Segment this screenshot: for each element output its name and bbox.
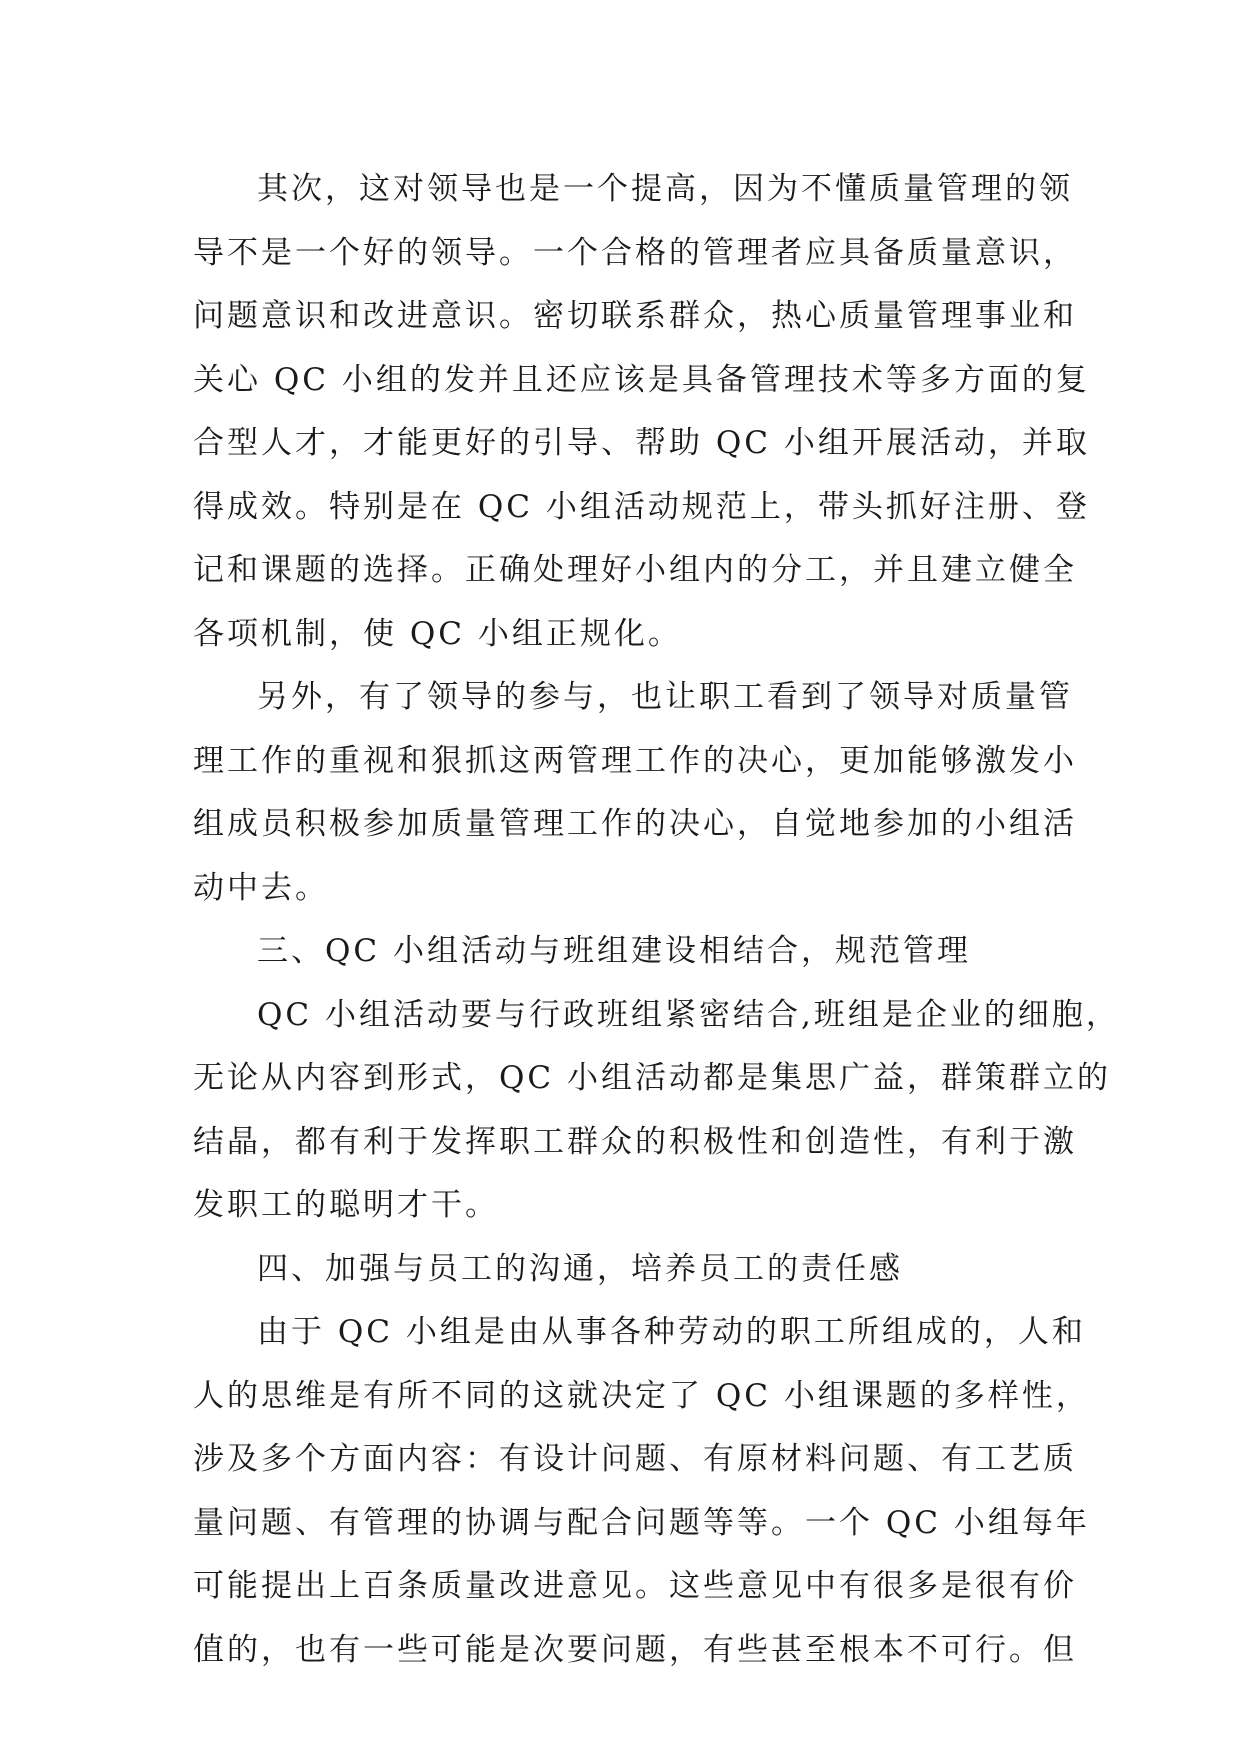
text-line: 问题意识和改进意识。密切联系群众，热心质量管理事业和	[193, 298, 1077, 334]
text-line: 人的思维是有所不同的这就决定了 QC 小组课题的多样性，	[193, 1377, 1090, 1414]
text-line: 关心 QC 小组的发并且还应该是具备管理技术等多方面的复	[193, 361, 1090, 398]
text-line: 值的，也有一些可能是次要问题，有些甚至根本不可行。但	[193, 1631, 1077, 1668]
text-line: 另外，有了领导的参与，也让职工看到了领导对质量管	[257, 679, 1073, 715]
text-line: 量问题、有管理的协调与配合问题等等。一个 QC 小组每年	[193, 1504, 1090, 1541]
text-line: 各项机制，使 QC 小组正规化。	[193, 615, 682, 652]
document-body	[193, 158, 1120, 1682]
text-line: 得成效。特别是在 QC 小组活动规范上，带头抓好注册、登	[193, 488, 1090, 525]
text-line: 涉及多个方面内容：有设计问题、有原材料问题、有工艺质	[193, 1441, 1077, 1477]
text-line: QC 小组活动要与行政班组紧密结合,班组是企业的细胞，	[257, 996, 1120, 1033]
text-line: 无论从内容到形式，QC 小组活动都是集思广益，群策群立的	[193, 1060, 1111, 1096]
text-line: 导不是一个好的领导。一个合格的管理者应具备质量意识，	[193, 234, 1077, 271]
section-heading: 三、QC 小组活动与班组建设相结合，规范管理	[257, 933, 971, 969]
text-line: 结晶，都有利于发挥职工群众的积极性和创造性，有利于激	[193, 1123, 1077, 1160]
text-line: 理工作的重视和狠抓这两管理工作的决心，更加能够激发小	[193, 742, 1077, 779]
text-line: 由于 QC 小组是由从事各种劳动的职工所组成的，人和	[257, 1314, 1086, 1350]
text-line: 组成员积极参加质量管理工作的决心，自觉地参加的小组活	[193, 806, 1077, 842]
text-line: 合型人才，才能更好的引导、帮助 QC 小组开展活动，并取	[193, 425, 1090, 461]
text-line: 记和课题的选择。正确处理好小组内的分工，并且建立健全	[193, 552, 1077, 588]
text-line: 动中去。	[193, 869, 329, 906]
text-line: 其次，这对领导也是一个提高，因为不懂质量管理的领	[257, 171, 1073, 207]
section-heading: 四、加强与员工的沟通，培养员工的责任感	[257, 1250, 903, 1287]
text-line: 可能提出上百条质量改进意见。这些意见中有很多是很有价	[193, 1568, 1077, 1604]
text-line: 发职工的聪明才干。	[193, 1187, 499, 1223]
